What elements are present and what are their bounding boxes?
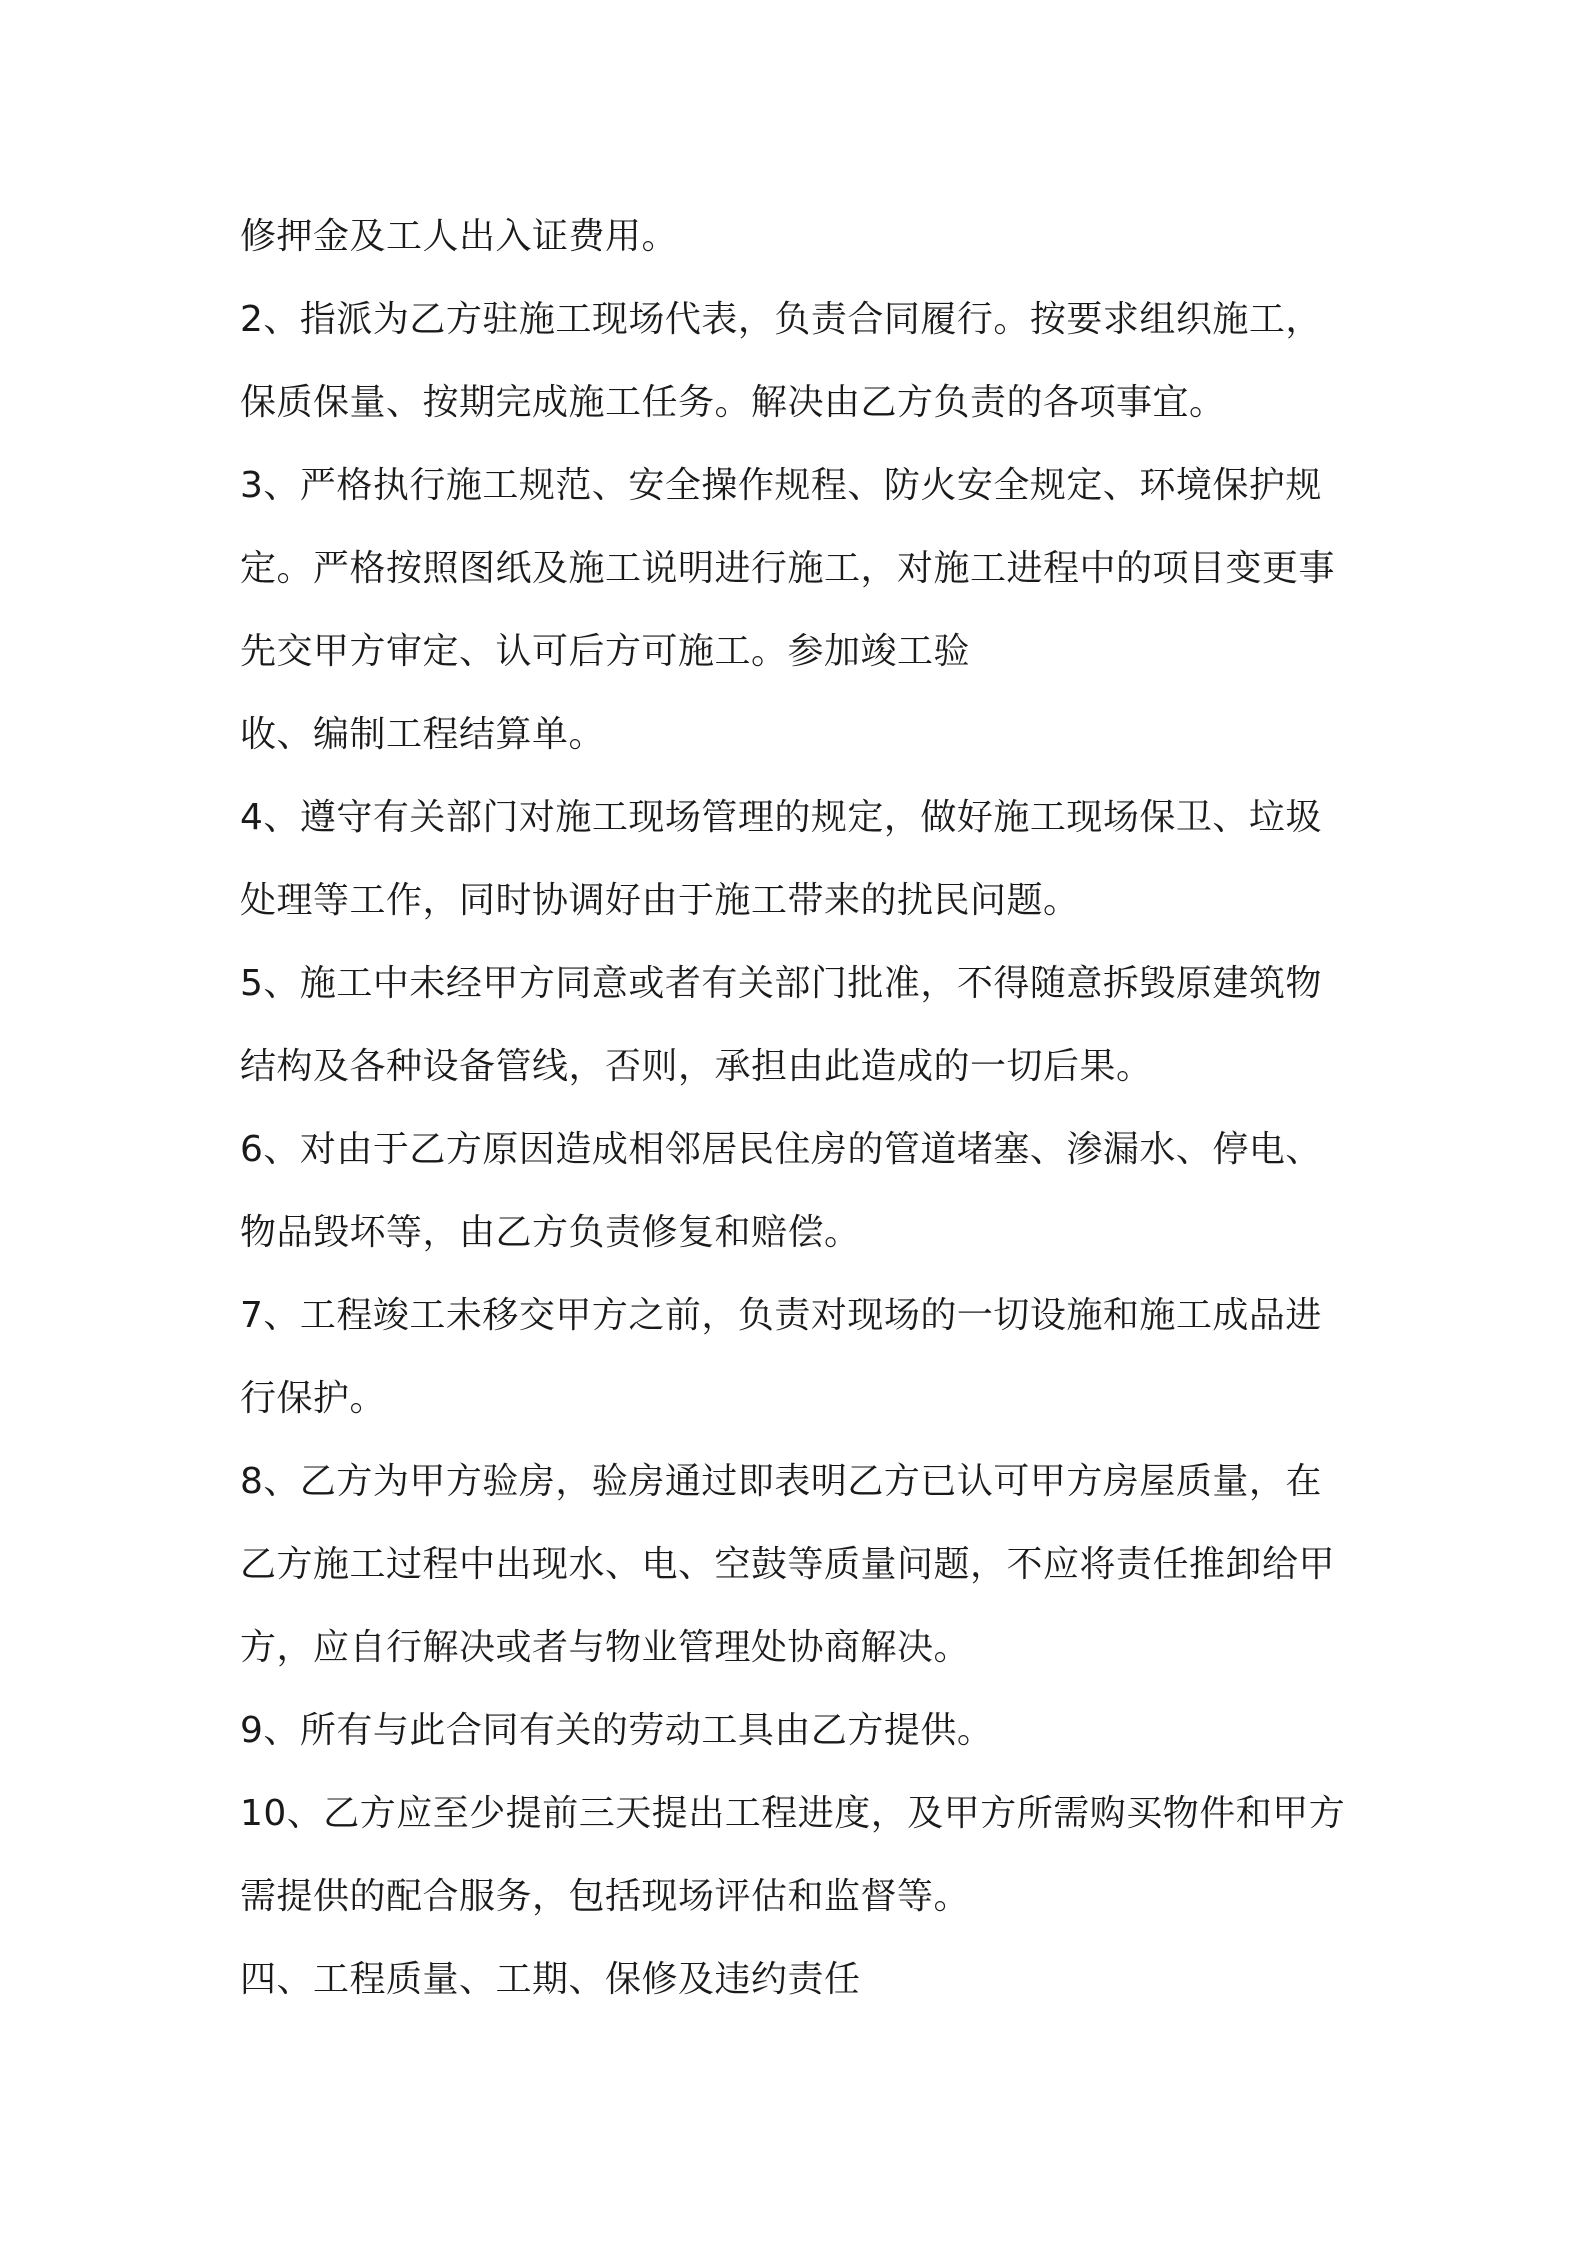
text-line: 处理等工作，同时协调好由于施工带来的扰民问题。: [240, 880, 1080, 921]
text-line: 3、严格执行施工规范、安全操作规程、防火安全规定、环境保护规: [240, 465, 1322, 506]
text-line: 4、遵守有关部门对施工现场管理的规定，做好施工现场保卫、垃圾: [240, 797, 1322, 838]
document-body: [240, 195, 1350, 2021]
text-line: 定。严格按照图纸及施工说明进行施工，对施工进程中的项目变更事: [240, 548, 1336, 589]
text-line: 5、施工中未经甲方同意或者有关部门批准，不得随意拆毁原建筑物: [240, 963, 1322, 1004]
text-line: 乙方施工过程中出现水、电、空鼓等质量问题，不应将责任推卸给甲: [240, 1544, 1336, 1585]
text-line: 保质保量、按期完成施工任务。解决由乙方负责的各项事宜。: [240, 382, 1226, 423]
text-line: 10、乙方应至少提前三天提出工程进度，及甲方所需购买物件和甲方: [240, 1793, 1346, 1834]
text-line: 先交甲方审定、认可后方可施工。参加竣工验: [240, 631, 971, 672]
text-line: 9、所有与此合同有关的劳动工具由乙方提供。: [240, 1710, 994, 1751]
text-line: 2、指派为乙方驻施工现场代表，负责合同履行。按要求组织施工，: [240, 299, 1322, 340]
text-line: 7、工程竣工未移交甲方之前，负责对现场的一切设施和施工成品进: [240, 1295, 1322, 1336]
text-line: 结构及各种设备管线，否则，承担由此造成的一切后果。: [240, 1046, 1153, 1087]
text-line: 8、乙方为甲方验房，验房通过即表明乙方已认可甲方房屋质量，在: [240, 1461, 1322, 1502]
text-line: 行保护。: [240, 1378, 387, 1419]
text-line: 需提供的配合服务，包括现场评估和监督等。: [240, 1876, 971, 1917]
text-line: 修押金及工人出入证费用。: [240, 216, 679, 257]
text-line: 物品毁坏等，由乙方负责修复和赔偿。: [240, 1212, 861, 1253]
text-line: 收、编制工程结算单。: [240, 714, 606, 755]
section-heading: 四、工程质量、工期、保修及违约责任: [240, 1959, 861, 2000]
text-line: 方，应自行解决或者与物业管理处协商解决。: [240, 1627, 971, 1668]
text-line: 6、对由于乙方原因造成相邻居民住房的管道堵塞、渗漏水、停电、: [240, 1129, 1322, 1170]
